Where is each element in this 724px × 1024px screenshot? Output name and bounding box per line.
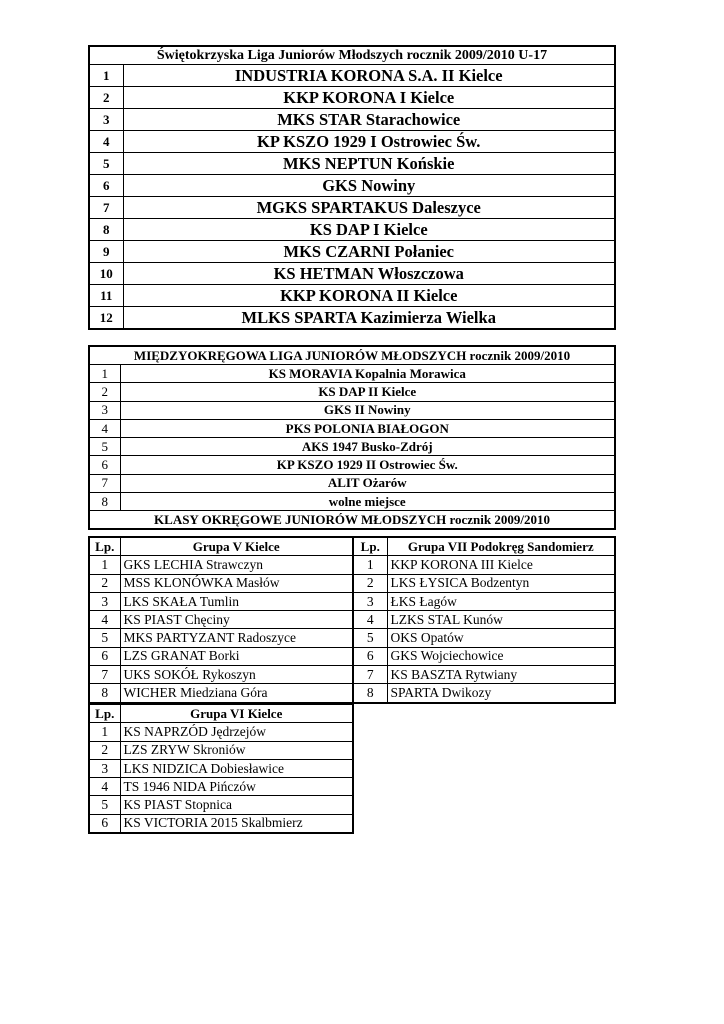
row-number: 3 <box>353 592 387 610</box>
table-row <box>89 175 615 197</box>
row-number: 5 <box>89 438 120 456</box>
team-name: KS BASZTA Rytwiany <box>387 666 615 684</box>
row-number: 2 <box>89 383 120 401</box>
team-name: GKS LECHIA Strawczyn <box>120 556 353 574</box>
table-row <box>353 629 615 647</box>
table-row <box>89 629 353 647</box>
table-row <box>89 219 615 241</box>
team-name: KS DAP I Kielce <box>123 219 615 241</box>
row-number: 4 <box>353 611 387 629</box>
table-row <box>353 684 615 703</box>
group-title: Grupa V Kielce <box>120 537 353 556</box>
row-number: 5 <box>353 629 387 647</box>
team-name: AKS 1947 Busko-Zdrój <box>120 438 615 456</box>
team-name: KS VICTORIA 2015 Skalbmierz <box>120 814 353 833</box>
row-number: 7 <box>89 666 120 684</box>
team-name: ALIT Ożarów <box>120 474 615 492</box>
team-name: MGKS SPARTAKUS Daleszyce <box>123 197 615 219</box>
row-number: 8 <box>353 684 387 703</box>
team-name: KS PIAST Chęciny <box>120 611 353 629</box>
row-number: 9 <box>89 241 123 263</box>
row-number: 1 <box>89 723 120 741</box>
team-name: KS HETMAN Włoszczowa <box>123 263 615 285</box>
row-number: 5 <box>89 153 123 175</box>
table-row <box>89 153 615 175</box>
team-name: KKP KORONA I Kielce <box>123 87 615 109</box>
team-name: KP KSZO 1929 II Ostrowiec Św. <box>120 456 615 474</box>
table-row <box>89 131 615 153</box>
table-row <box>89 592 353 610</box>
table-row <box>89 383 615 401</box>
row-number: 2 <box>89 87 123 109</box>
row-number: 11 <box>89 285 123 307</box>
group-v-table <box>88 536 354 704</box>
row-number: 3 <box>89 592 120 610</box>
team-name: MKS CZARNI Połaniec <box>123 241 615 263</box>
row-number: 8 <box>89 684 120 703</box>
group-title: Grupa VI Kielce <box>120 704 353 723</box>
group-vi-table <box>88 703 354 834</box>
team-name: MKS PARTYZANT Radoszyce <box>120 629 353 647</box>
section-title: KLASY OKRĘGOWE JUNIORÓW MŁODSZYCH rocznik 2009/2010 <box>89 511 615 530</box>
row-number: 6 <box>89 814 120 833</box>
row-number: 6 <box>89 647 120 665</box>
table-row <box>89 365 615 383</box>
table-row <box>89 493 615 511</box>
lp-header: Lp. <box>89 704 120 723</box>
team-name: KKP KORONA III Kielce <box>387 556 615 574</box>
row-number: 5 <box>89 629 120 647</box>
team-name: WICHER Miedziana Góra <box>120 684 353 703</box>
team-name: wolne miejsce <box>120 493 615 511</box>
table-row <box>89 647 353 665</box>
row-number: 10 <box>89 263 123 285</box>
lp-header: Lp. <box>89 537 120 556</box>
group-vii-table <box>352 536 616 704</box>
table-row <box>89 456 615 474</box>
team-name: KS PIAST Stopnica <box>120 796 353 814</box>
team-name: MKS STAR Starachowice <box>123 109 615 131</box>
row-number: 2 <box>353 574 387 592</box>
table-row <box>89 778 353 796</box>
team-name: INDUSTRIA KORONA S.A. II Kielce <box>123 65 615 87</box>
team-name: KS DAP II Kielce <box>120 383 615 401</box>
team-name: SPARTA Dwikozy <box>387 684 615 703</box>
team-name: KS NAPRZÓD Jędrzejów <box>120 723 353 741</box>
team-name: GKS II Nowiny <box>120 401 615 419</box>
table-row <box>89 474 615 492</box>
table-row <box>89 307 615 330</box>
row-number: 12 <box>89 307 123 330</box>
table-row <box>89 741 353 759</box>
row-number: 7 <box>89 474 120 492</box>
table-row <box>89 419 615 437</box>
team-name: MKS NEPTUN Końskie <box>123 153 615 175</box>
row-number: 4 <box>89 419 120 437</box>
table-title: MIĘDZYOKRĘGOWA LIGA JUNIORÓW MŁODSZYCH rocznik 2009/2010 <box>89 346 615 365</box>
table-row <box>353 574 615 592</box>
team-name: KS MORAVIA Kopalnia Morawica <box>120 365 615 383</box>
table-row <box>353 666 615 684</box>
row-number: 3 <box>89 401 120 419</box>
table-row <box>89 109 615 131</box>
row-number: 4 <box>89 611 120 629</box>
table-row <box>89 87 615 109</box>
team-name: OKS Opatów <box>387 629 615 647</box>
team-name: GKS Nowiny <box>123 175 615 197</box>
table-row <box>89 65 615 87</box>
row-number: 6 <box>353 647 387 665</box>
row-number: 2 <box>89 741 120 759</box>
table-row <box>89 684 353 703</box>
group-title: Grupa VII Podokręg Sandomierz <box>387 537 615 556</box>
row-number: 2 <box>89 574 120 592</box>
row-number: 6 <box>89 456 120 474</box>
row-number: 7 <box>89 197 123 219</box>
team-name: TS 1946 NIDA Pińczów <box>120 778 353 796</box>
team-name: LKS ŁYSICA Bodzentyn <box>387 574 615 592</box>
table-row <box>89 611 353 629</box>
row-number: 8 <box>89 219 123 241</box>
table-row <box>89 263 615 285</box>
table-row <box>353 556 615 574</box>
row-number: 7 <box>353 666 387 684</box>
team-name: KP KSZO 1929 I Ostrowiec Św. <box>123 131 615 153</box>
table-row <box>89 759 353 777</box>
team-name: LKS NIDZICA Dobiesławice <box>120 759 353 777</box>
table-row <box>89 814 353 833</box>
row-number: 6 <box>89 175 123 197</box>
table-row <box>89 285 615 307</box>
swietokrzyska-liga-table <box>88 45 616 330</box>
team-name: LZS GRANAT Borki <box>120 647 353 665</box>
table-row <box>89 574 353 592</box>
team-name: MLKS SPARTA Kazimierza Wielka <box>123 307 615 330</box>
row-number: 8 <box>89 493 120 511</box>
team-name: MSS KLONÓWKA Masłów <box>120 574 353 592</box>
team-name: GKS Wojciechowice <box>387 647 615 665</box>
table-title: Świętokrzyska Liga Juniorów Młodszych rocznik 2009/2010 U-17 <box>89 46 615 65</box>
table-row <box>353 611 615 629</box>
table-row <box>89 556 353 574</box>
team-name: ŁKS Łagów <box>387 592 615 610</box>
team-name: LZKS STAL Kunów <box>387 611 615 629</box>
table-row <box>89 438 615 456</box>
team-name: LKS SKAŁA Tumlin <box>120 592 353 610</box>
row-number: 5 <box>89 796 120 814</box>
lp-header: Lp. <box>353 537 387 556</box>
row-number: 1 <box>353 556 387 574</box>
table-row <box>89 197 615 219</box>
row-number: 1 <box>89 556 120 574</box>
table-row <box>89 666 353 684</box>
row-number: 3 <box>89 759 120 777</box>
miedzyokregowa-liga-table <box>88 345 616 530</box>
row-number: 1 <box>89 365 120 383</box>
team-name: UKS SOKÓŁ Rykoszyn <box>120 666 353 684</box>
table-row <box>89 401 615 419</box>
table-row <box>89 723 353 741</box>
team-name: PKS POLONIA BIAŁOGON <box>120 419 615 437</box>
table-row <box>89 796 353 814</box>
row-number: 4 <box>89 131 123 153</box>
table-row <box>353 647 615 665</box>
row-number: 4 <box>89 778 120 796</box>
table-row <box>89 241 615 263</box>
team-name: KKP KORONA II Kielce <box>123 285 615 307</box>
team-name: LZS ZRYW Skroniów <box>120 741 353 759</box>
row-number: 1 <box>89 65 123 87</box>
table-row <box>353 592 615 610</box>
row-number: 3 <box>89 109 123 131</box>
